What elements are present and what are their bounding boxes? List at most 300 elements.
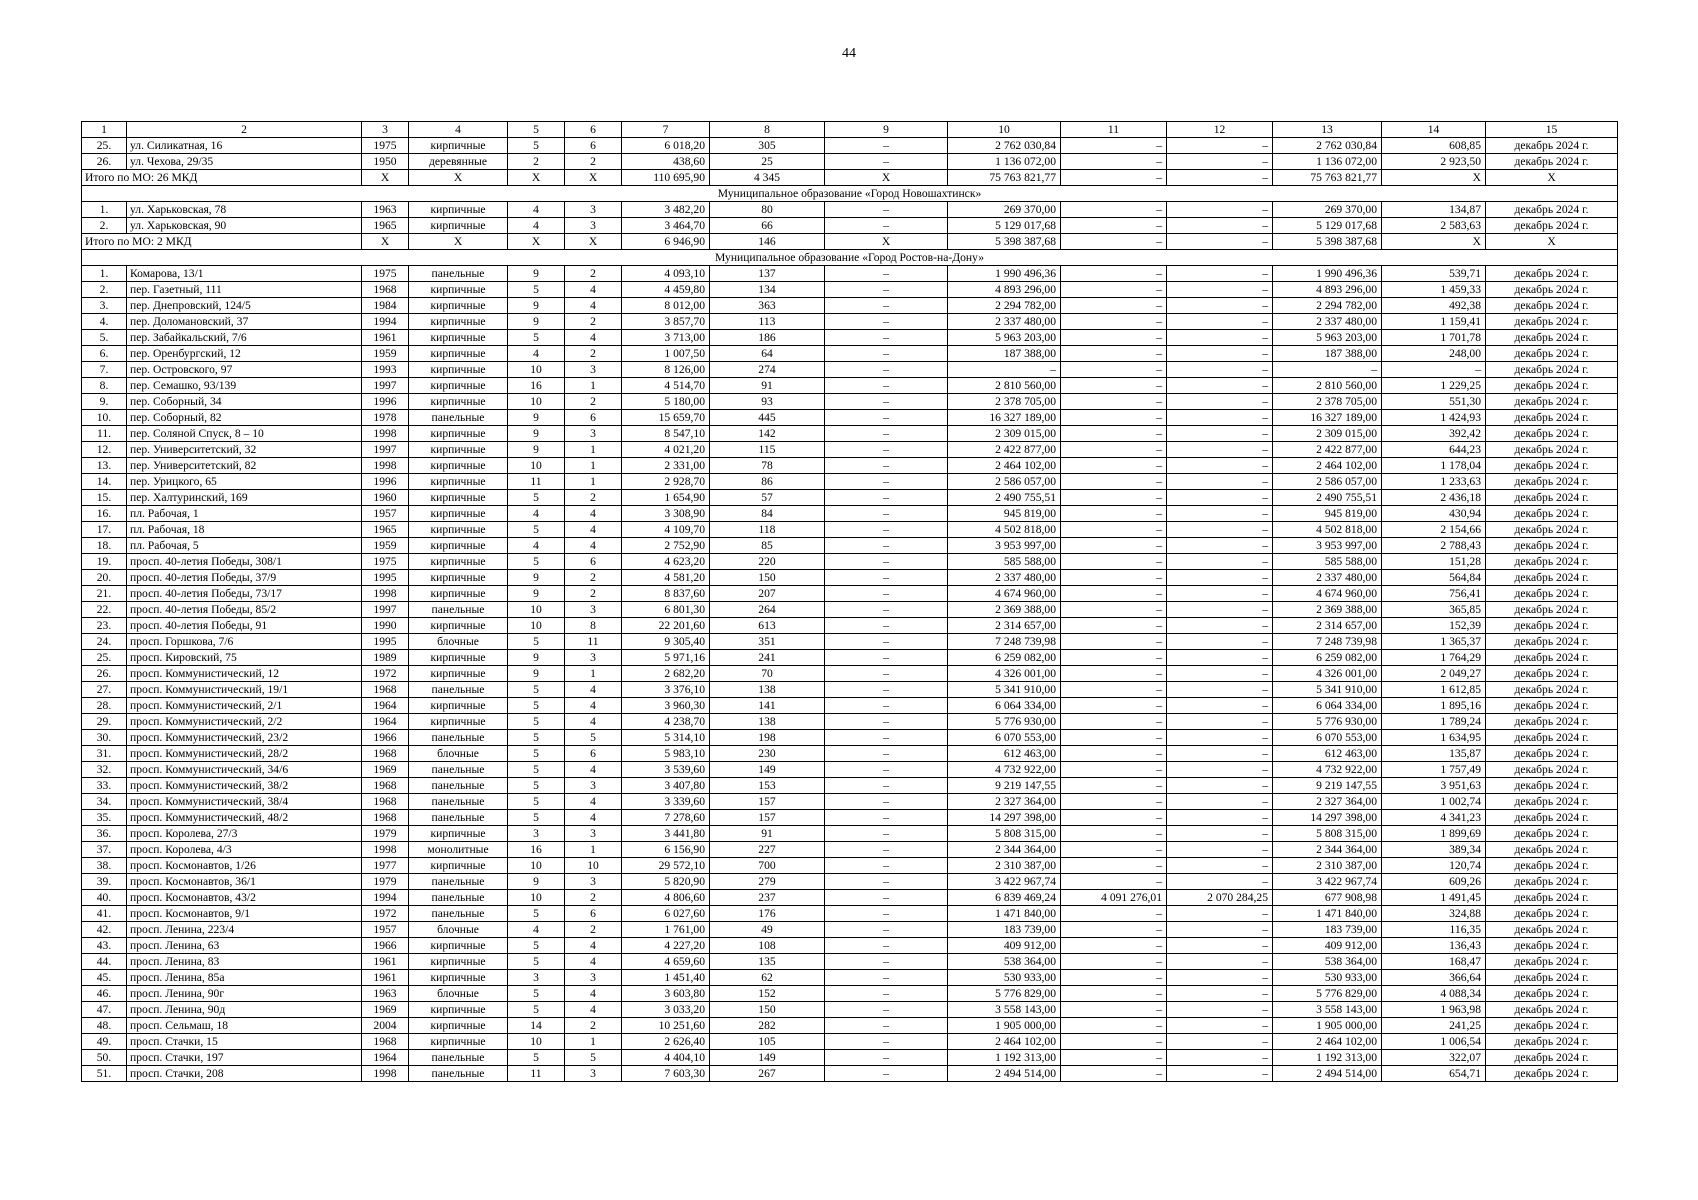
table-cell: 4 893 296,00	[1273, 282, 1382, 298]
table-cell: 1 757,49	[1382, 762, 1486, 778]
table-cell: 1 365,37	[1382, 634, 1486, 650]
table-cell: 17.	[82, 522, 127, 538]
table-cell: 3 953 997,00	[948, 538, 1061, 554]
table-cell: X	[565, 170, 622, 186]
table-cell: 1966	[362, 730, 409, 746]
table-cell: декабрь 2024 г.	[1486, 426, 1618, 442]
table-row	[82, 362, 1618, 378]
table-cell: 3	[508, 970, 565, 986]
table-cell: 3 603,80	[622, 986, 710, 1002]
table-cell: 1979	[362, 874, 409, 890]
table-row	[82, 874, 1618, 890]
table-cell: панельные	[409, 794, 508, 810]
table-cell: 2 436,18	[1382, 490, 1486, 506]
table-cell: декабрь 2024 г.	[1486, 138, 1618, 154]
table-cell: 183 739,00	[1273, 922, 1382, 938]
table-cell: 4 623,20	[622, 554, 710, 570]
table-cell: –	[825, 586, 948, 602]
table-cell: 1	[565, 474, 622, 490]
table-cell: просп. Коммунистический, 38/4	[127, 794, 362, 810]
table-cell: просп. Ленина, 85а	[127, 970, 362, 986]
table-cell: –	[1061, 442, 1167, 458]
table-cell: –	[1061, 602, 1167, 618]
table-cell: 49	[710, 922, 825, 938]
table-cell: 7 248 739,98	[948, 634, 1061, 650]
table-cell: 1995	[362, 570, 409, 586]
table-cell: 366,64	[1382, 970, 1486, 986]
table-cell: кирпичные	[409, 378, 508, 394]
table-cell: 5	[508, 762, 565, 778]
table-cell: кирпичные	[409, 138, 508, 154]
table-cell: 1 963,98	[1382, 1002, 1486, 1018]
table-cell: 220	[710, 554, 825, 570]
table-cell: X	[1486, 170, 1618, 186]
table-cell: –	[1167, 378, 1273, 394]
table-cell: –	[825, 410, 948, 426]
table-cell: 5	[508, 906, 565, 922]
table-cell: просп. Сельмаш, 18	[127, 1018, 362, 1034]
table-cell: 4	[508, 538, 565, 554]
table-cell: –	[825, 954, 948, 970]
table-cell: 4 732 922,00	[948, 762, 1061, 778]
table-cell: –	[1167, 458, 1273, 474]
table-cell: 945 819,00	[948, 506, 1061, 522]
table-cell: –	[825, 666, 948, 682]
table-cell: –	[825, 1050, 948, 1066]
table-cell: –	[1061, 858, 1167, 874]
table-cell: –	[825, 1034, 948, 1050]
table-cell: 1964	[362, 714, 409, 730]
table-cell: 93	[710, 394, 825, 410]
table-cell: 585 588,00	[948, 554, 1061, 570]
table-cell: –	[825, 314, 948, 330]
table-cell: 9	[508, 266, 565, 282]
table-cell: просп. Стачки, 15	[127, 1034, 362, 1050]
table-cell: кирпичные	[409, 714, 508, 730]
table-cell: просп. Стачки, 197	[127, 1050, 362, 1066]
table-cell: 6 259 082,00	[948, 650, 1061, 666]
table-cell: просп. Ленина, 83	[127, 954, 362, 970]
table-cell: просп. 40-летия Победы, 73/17	[127, 586, 362, 602]
table-cell: 183 739,00	[948, 922, 1061, 938]
table-cell: –	[1061, 554, 1167, 570]
table-cell: пл. Рабочая, 18	[127, 522, 362, 538]
table-cell: декабрь 2024 г.	[1486, 682, 1618, 698]
table-cell: 1 634,95	[1382, 730, 1486, 746]
table-cell: 6.	[82, 346, 127, 362]
table-cell: –	[1167, 1002, 1273, 1018]
table-cell: 1968	[362, 778, 409, 794]
table-cell: 85	[710, 538, 825, 554]
table-cell: декабрь 2024 г.	[1486, 474, 1618, 490]
table-cell: кирпичные	[409, 442, 508, 458]
table-cell: 5	[508, 634, 565, 650]
table-cell: –	[1167, 314, 1273, 330]
table-cell: 1997	[362, 378, 409, 394]
table-cell: –	[825, 810, 948, 826]
table-cell: 1	[565, 1034, 622, 1050]
table-cell: 2	[565, 314, 622, 330]
table-cell: 1961	[362, 954, 409, 970]
table-cell: 1 905 000,00	[948, 1018, 1061, 1034]
table-cell: –	[1061, 810, 1167, 826]
table-cell: просп. Ленина, 63	[127, 938, 362, 954]
table-cell: 3 422 967,74	[1273, 874, 1382, 890]
table-cell: 118	[710, 522, 825, 538]
table-cell: 26.	[82, 666, 127, 682]
table-cell: –	[1167, 810, 1273, 826]
table-cell: 6	[565, 138, 622, 154]
table-cell: 135	[710, 954, 825, 970]
table-cell: 3	[565, 970, 622, 986]
table-cell: –	[1167, 922, 1273, 938]
table-cell: 4 459,80	[622, 282, 710, 298]
table-cell: 9 219 147,55	[948, 778, 1061, 794]
table-cell: кирпичные	[409, 394, 508, 410]
table-cell: 8 547,10	[622, 426, 710, 442]
table-cell: –	[1167, 1050, 1273, 1066]
table-cell: просп. Ленина, 223/4	[127, 922, 362, 938]
table-cell: –	[1167, 1066, 1273, 1082]
table-cell: 4 732 922,00	[1273, 762, 1382, 778]
total-label: Итого по МО: 26 МКД	[82, 170, 362, 186]
table-cell: 2 154,66	[1382, 522, 1486, 538]
table-cell: –	[1061, 778, 1167, 794]
table-cell: 5	[508, 954, 565, 970]
table-row	[82, 970, 1618, 986]
table-cell: 9	[508, 298, 565, 314]
table-cell: 9 305,40	[622, 634, 710, 650]
table-cell: –	[1061, 362, 1167, 378]
table-cell: 2 422 877,00	[948, 442, 1061, 458]
table-cell: 430,94	[1382, 506, 1486, 522]
table-cell: кирпичные	[409, 938, 508, 954]
table-cell: просп. Коммунистический, 19/1	[127, 682, 362, 698]
table-cell: 5	[508, 522, 565, 538]
table-cell: 2 586 057,00	[948, 474, 1061, 490]
table-cell: 10	[565, 858, 622, 874]
table-cell: 1968	[362, 682, 409, 698]
table-cell: –	[825, 506, 948, 522]
table-cell: 78	[710, 458, 825, 474]
table-cell: 2 310 387,00	[1273, 858, 1382, 874]
table-cell: –	[1167, 442, 1273, 458]
table-cell: 2	[565, 890, 622, 906]
table-cell: 3	[565, 202, 622, 218]
table-cell: 136,43	[1382, 938, 1486, 954]
table-cell: –	[1167, 490, 1273, 506]
table-cell: панельные	[409, 890, 508, 906]
table-cell: 32.	[82, 762, 127, 778]
table-cell: –	[1061, 490, 1167, 506]
table-cell: кирпичные	[409, 506, 508, 522]
table-cell: –	[825, 970, 948, 986]
table-cell: декабрь 2024 г.	[1486, 986, 1618, 1002]
table-row	[82, 522, 1618, 538]
table-cell: –	[825, 1018, 948, 1034]
table-cell: –	[1061, 394, 1167, 410]
table-cell: 267	[710, 1066, 825, 1082]
table-row	[82, 682, 1618, 698]
table-cell: 612 463,00	[948, 746, 1061, 762]
table-cell: –	[825, 1066, 948, 1082]
table-cell: 2	[565, 266, 622, 282]
table-cell: 3 441,80	[622, 826, 710, 842]
table-cell: 10 251,60	[622, 1018, 710, 1034]
table-cell: –	[1061, 970, 1167, 986]
table-cell: 3 308,90	[622, 506, 710, 522]
table-cell: 5	[508, 282, 565, 298]
table-cell: –	[1061, 426, 1167, 442]
table-cell: 3 953 997,00	[1273, 538, 1382, 554]
table-cell: 4	[565, 522, 622, 538]
table-cell: 1978	[362, 410, 409, 426]
table-cell: пер. Доломановский, 37	[127, 314, 362, 330]
table-cell: 3 464,70	[622, 218, 710, 234]
table-cell: 3	[565, 362, 622, 378]
table-row	[82, 218, 1618, 234]
table-cell: –	[1167, 586, 1273, 602]
table-cell: 105	[710, 1034, 825, 1050]
table-cell: 2 494 514,00	[948, 1066, 1061, 1082]
table-cell: 138	[710, 682, 825, 698]
table-cell: 27.	[82, 682, 127, 698]
table-cell: 3	[565, 778, 622, 794]
table-cell: 137	[710, 266, 825, 282]
table-cell: 1 006,54	[1382, 1034, 1486, 1050]
table-cell: 264	[710, 602, 825, 618]
table-cell: 2	[508, 154, 565, 170]
table-cell: 3 539,60	[622, 762, 710, 778]
table-cell: 438,60	[622, 154, 710, 170]
table-cell: 115	[710, 442, 825, 458]
table-cell: кирпичные	[409, 490, 508, 506]
table-cell: 4	[565, 682, 622, 698]
table-cell: –	[1167, 282, 1273, 298]
table-row	[82, 426, 1618, 442]
table-cell: 4.	[82, 314, 127, 330]
table-cell: 5	[508, 794, 565, 810]
table-cell: 3 482,20	[622, 202, 710, 218]
table-cell: 11	[508, 474, 565, 490]
table-cell: 4	[565, 538, 622, 554]
table-cell: просп. 40-летия Победы, 37/9	[127, 570, 362, 586]
table-cell: декабрь 2024 г.	[1486, 650, 1618, 666]
table-cell: 150	[710, 1002, 825, 1018]
table-cell: ул. Харьковская, 78	[127, 202, 362, 218]
table-cell: 14 297 398,00	[948, 810, 1061, 826]
table-cell: декабрь 2024 г.	[1486, 634, 1618, 650]
table-cell: 1 136 072,00	[948, 154, 1061, 170]
table-cell: 2	[565, 570, 622, 586]
table-cell: 29 572,10	[622, 858, 710, 874]
table-cell: 5	[508, 138, 565, 154]
table-cell: 25.	[82, 138, 127, 154]
table-cell: 151,28	[1382, 554, 1486, 570]
table-cell: 157	[710, 810, 825, 826]
table-cell: декабрь 2024 г.	[1486, 202, 1618, 218]
table-cell: –	[1061, 234, 1167, 250]
table-cell: 2 310 387,00	[948, 858, 1061, 874]
table-cell: декабрь 2024 г.	[1486, 570, 1618, 586]
table-cell: 2 464 102,00	[948, 458, 1061, 474]
table-cell: –	[1061, 458, 1167, 474]
table-cell: просп. Коммунистический, 2/1	[127, 698, 362, 714]
section-header-row	[82, 250, 1618, 266]
table-cell: 1961	[362, 970, 409, 986]
table-cell: 120,74	[1382, 858, 1486, 874]
table-cell: –	[1167, 714, 1273, 730]
table-cell: 6 018,20	[622, 138, 710, 154]
table-cell: –	[1061, 762, 1167, 778]
table-cell: декабрь 2024 г.	[1486, 730, 1618, 746]
table-row	[82, 282, 1618, 298]
table-cell: 1 612,85	[1382, 682, 1486, 698]
table-cell: –	[1167, 746, 1273, 762]
table-row	[82, 1002, 1618, 1018]
table-cell: декабрь 2024 г.	[1486, 154, 1618, 170]
table-cell: 4 404,10	[622, 1050, 710, 1066]
table-cell: 2 314 657,00	[948, 618, 1061, 634]
table-cell: 2 752,90	[622, 538, 710, 554]
table-cell: 1998	[362, 586, 409, 602]
table-cell: 2	[565, 346, 622, 362]
table-cell: 86	[710, 474, 825, 490]
table-cell: –	[1061, 138, 1167, 154]
table-cell: 39.	[82, 874, 127, 890]
table-row	[82, 330, 1618, 346]
table-cell: кирпичные	[409, 474, 508, 490]
table-cell: деревянные	[409, 154, 508, 170]
table-cell: 1950	[362, 154, 409, 170]
table-cell: 11.	[82, 426, 127, 442]
table-cell: 1 136 072,00	[1273, 154, 1382, 170]
table-cell: ул. Харьковская, 90	[127, 218, 362, 234]
table-cell: 1996	[362, 394, 409, 410]
table-cell: декабрь 2024 г.	[1486, 810, 1618, 826]
table-row	[82, 458, 1618, 474]
section-title: Муниципальное образование «Город Ростов-на-Дону»	[82, 250, 1618, 266]
table-cell: декабрь 2024 г.	[1486, 826, 1618, 842]
table-cell: 50.	[82, 1050, 127, 1066]
table-cell: 530 933,00	[1273, 970, 1382, 986]
table-cell: 4	[409, 122, 508, 138]
table-row	[82, 730, 1618, 746]
table-cell: 1.	[82, 266, 127, 282]
table-cell: 1 424,93	[1382, 410, 1486, 426]
table-cell: 1977	[362, 858, 409, 874]
table-cell: 38.	[82, 858, 127, 874]
table-cell: 585 588,00	[1273, 554, 1382, 570]
table-cell: –	[1061, 826, 1167, 842]
table-cell: 6 946,90	[622, 234, 710, 250]
table-cell: 612 463,00	[1273, 746, 1382, 762]
table-row	[82, 298, 1618, 314]
table-cell: –	[825, 986, 948, 1002]
table-cell: –	[1167, 554, 1273, 570]
table-cell: 91	[710, 378, 825, 394]
table-cell: –	[1167, 1018, 1273, 1034]
table-cell: 351	[710, 634, 825, 650]
table-cell: 538 364,00	[1273, 954, 1382, 970]
table-cell: 1	[565, 442, 622, 458]
table-cell: 3 376,10	[622, 682, 710, 698]
table-cell: 2 788,43	[1382, 538, 1486, 554]
table-cell: декабрь 2024 г.	[1486, 1018, 1618, 1034]
table-cell: декабрь 2024 г.	[1486, 874, 1618, 890]
table-cell: 5 776 930,00	[1273, 714, 1382, 730]
table-cell: пер. Забайкальский, 7/6	[127, 330, 362, 346]
table-cell: 75 763 821,77	[1273, 170, 1382, 186]
table-row	[82, 138, 1618, 154]
table-cell: –	[1061, 346, 1167, 362]
table-cell: X	[362, 170, 409, 186]
table-cell: панельные	[409, 730, 508, 746]
table-cell: декабрь 2024 г.	[1486, 442, 1618, 458]
table-cell: 409 912,00	[1273, 938, 1382, 954]
table-row	[82, 858, 1618, 874]
table-cell: –	[825, 490, 948, 506]
table-cell: 700	[710, 858, 825, 874]
table-cell: 8 837,60	[622, 586, 710, 602]
table-cell: –	[825, 442, 948, 458]
table-cell: 44.	[82, 954, 127, 970]
table-cell: 11	[565, 634, 622, 650]
table-cell: 1965	[362, 218, 409, 234]
table-cell: 5	[508, 1050, 565, 1066]
table-cell: 3	[565, 826, 622, 842]
table-cell: –	[1167, 410, 1273, 426]
table-cell: 2 294 782,00	[948, 298, 1061, 314]
table-cell: 187 388,00	[948, 346, 1061, 362]
table-row	[82, 618, 1618, 634]
table-cell: 4 581,20	[622, 570, 710, 586]
table-cell: –	[825, 778, 948, 794]
table-row	[82, 810, 1618, 826]
table-cell: –	[1061, 474, 1167, 490]
table-cell: 2 586 057,00	[1273, 474, 1382, 490]
register-table	[81, 121, 1618, 1082]
table-cell: пер. Семашко, 93/139	[127, 378, 362, 394]
table-cell: 1 789,24	[1382, 714, 1486, 730]
table-cell: 4 326 001,00	[948, 666, 1061, 682]
table-cell: –	[825, 922, 948, 938]
table-cell: –	[1167, 1034, 1273, 1050]
table-cell: просп. Ленина, 90д	[127, 1002, 362, 1018]
table-cell: –	[1167, 826, 1273, 842]
table-cell: 84	[710, 506, 825, 522]
table-row	[82, 474, 1618, 490]
table-cell: 3 951,63	[1382, 778, 1486, 794]
table-cell: –	[825, 154, 948, 170]
table-cell: декабрь 2024 г.	[1486, 602, 1618, 618]
table-cell: –	[1167, 170, 1273, 186]
table-cell: –	[1167, 522, 1273, 538]
table-cell: 14 297 398,00	[1273, 810, 1382, 826]
table-cell: 2 294 782,00	[1273, 298, 1382, 314]
table-cell: просп. Королева, 4/3	[127, 842, 362, 858]
table-cell: 5	[508, 330, 565, 346]
table-cell: 445	[710, 410, 825, 426]
table-cell: 5	[508, 730, 565, 746]
table-cell: кирпичные	[409, 330, 508, 346]
table-cell: –	[1167, 570, 1273, 586]
table-cell: панельные	[409, 602, 508, 618]
table-cell: –	[1061, 570, 1167, 586]
table-cell: 9	[508, 586, 565, 602]
page-number: 44	[842, 46, 856, 61]
table-cell: 153	[710, 778, 825, 794]
